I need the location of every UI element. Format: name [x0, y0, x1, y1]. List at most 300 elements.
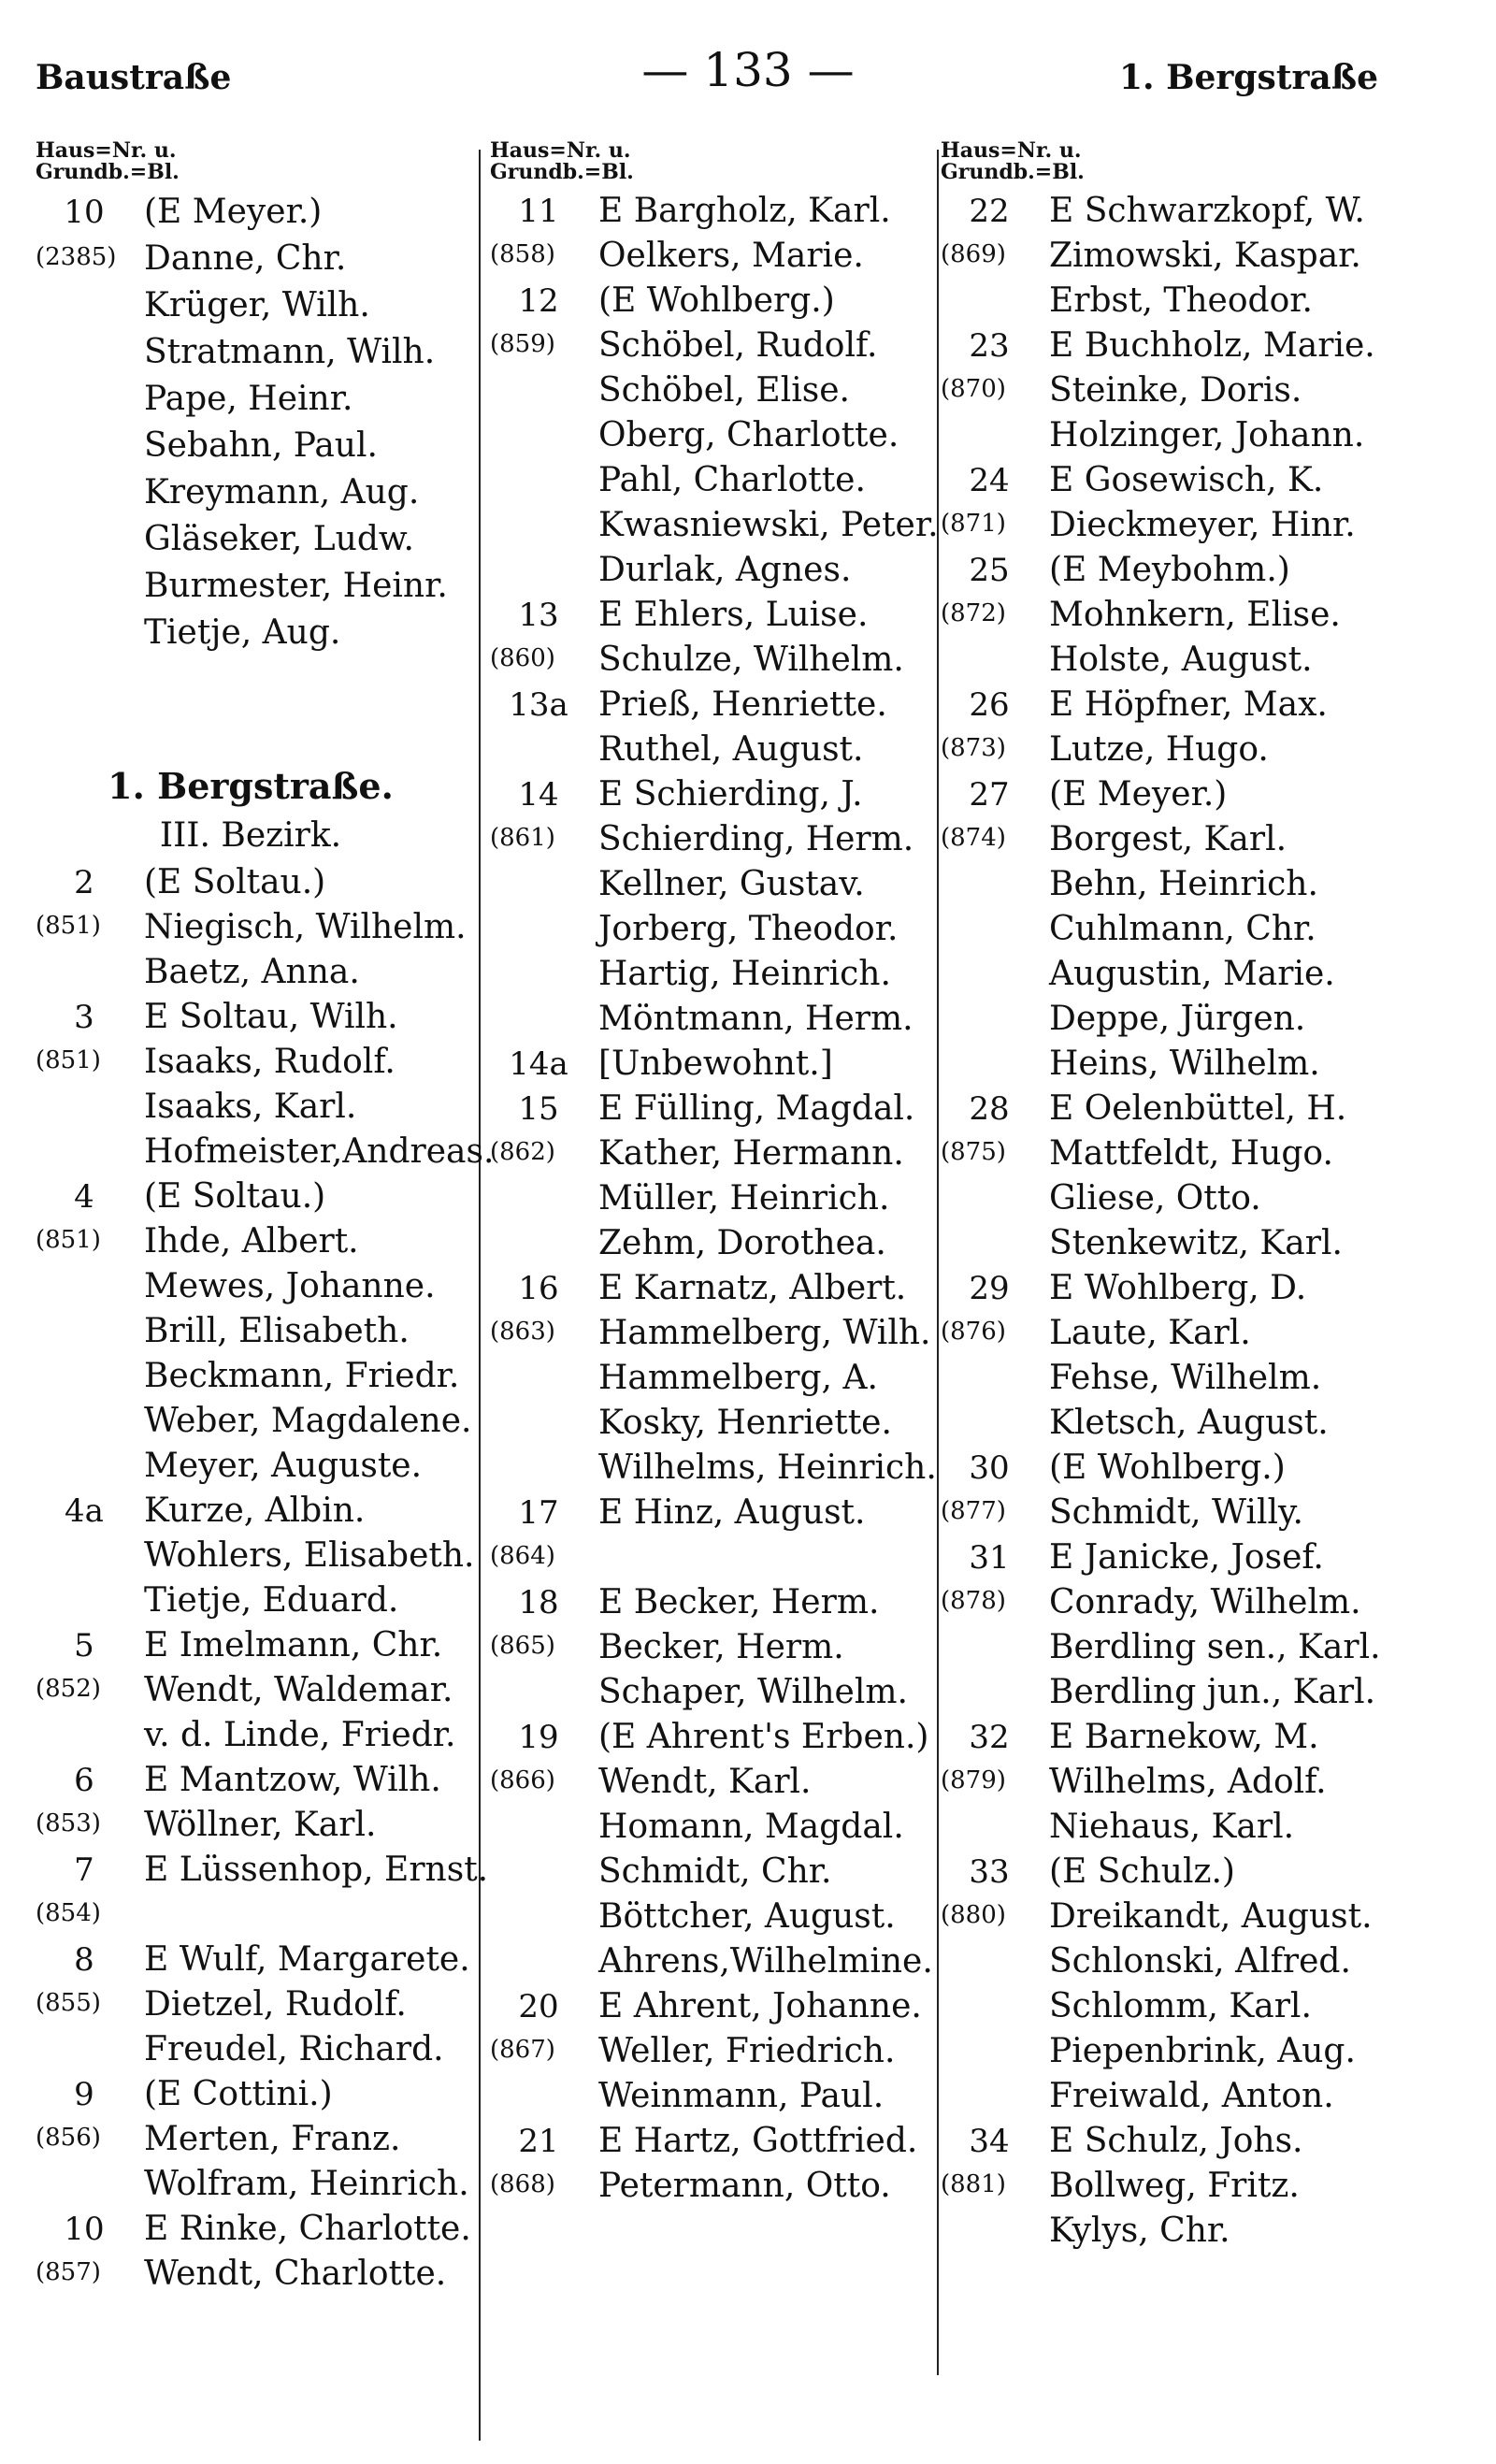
resident-name: (E Soltau.)	[144, 863, 326, 901]
column-3	[941, 140, 1427, 2254]
house-number: (873)	[941, 734, 1006, 762]
house-number: (869)	[941, 240, 1006, 268]
directory-entry	[941, 1356, 1427, 1401]
house-number: 34	[969, 2123, 1010, 2160]
house-number: (860)	[490, 644, 555, 672]
column-header	[490, 140, 954, 183]
resident-name: E Hinz, August.	[598, 1493, 866, 1532]
house-number: 4	[74, 1178, 94, 1216]
resident-name: Mewes, Johanne.	[144, 1267, 436, 1305]
resident-name: Schöbel, Elise.	[598, 371, 850, 410]
directory-entry	[941, 548, 1427, 593]
directory-entry	[941, 1311, 1427, 1356]
resident-name: E Schierding, J.	[598, 775, 863, 814]
resident-name: Becker, Herm.	[598, 1628, 844, 1666]
resident-name: Mohnkern, Elise.	[1049, 596, 1341, 634]
directory-entry	[941, 2029, 1427, 2074]
directory-entry	[941, 1984, 1427, 2029]
directory-entry	[36, 282, 503, 329]
resident-name: Wolfram, Heinrich.	[144, 2165, 469, 2203]
resident-name: Hammelberg, A.	[598, 1359, 878, 1397]
resident-name: E Fülling, Magdal.	[598, 1089, 915, 1128]
directory-entry	[941, 952, 1427, 997]
resident-name: Brill, Elisabeth.	[144, 1312, 410, 1350]
directory-entry	[36, 860, 503, 905]
directory-entry	[36, 1938, 503, 1982]
resident-name: E Karnatz, Albert.	[598, 1269, 907, 1307]
resident-name: Stenkewitz, Karl.	[1049, 1224, 1343, 1262]
directory-entry	[941, 907, 1427, 952]
resident-name: Ruthel, August.	[598, 730, 864, 769]
resident-name: Freiwald, Anton.	[1049, 2077, 1334, 2115]
directory-entry	[490, 548, 954, 593]
directory-entry	[36, 2117, 503, 2162]
house-number: 14	[518, 776, 559, 814]
resident-name: (E Meyer.)	[144, 193, 323, 231]
section-subtitle: III. Bezirk.	[159, 816, 342, 855]
directory-entry	[36, 1444, 503, 1489]
house-number: (854)	[36, 1899, 101, 1927]
resident-name: Weller, Friedrich.	[598, 2032, 896, 2070]
resident-name: Burmester, Heinr.	[144, 567, 448, 605]
column-2	[490, 140, 954, 2209]
house-number: (878)	[941, 1587, 1006, 1615]
house-number: (862)	[490, 1138, 555, 1166]
column-header-line: Grundb.=Bl.	[490, 160, 634, 184]
directory-entry	[36, 423, 503, 469]
directory-entry	[36, 1174, 503, 1219]
resident-name: Weinmann, Paul.	[598, 2077, 885, 2115]
directory-entry	[941, 1850, 1427, 1895]
house-number: 15	[518, 1090, 559, 1128]
directory-entry	[36, 610, 503, 656]
house-number: (868)	[490, 2170, 555, 2198]
column-header-line: Grundb.=Bl.	[941, 160, 1085, 184]
directory-entry	[36, 1085, 503, 1130]
directory-entry	[941, 1895, 1427, 1939]
resident-name: Kwasniewski, Peter.	[598, 506, 939, 544]
resident-name: (E Meyer.)	[1049, 775, 1228, 814]
resident-name: Pape, Heinr.	[144, 380, 353, 418]
resident-name: Dreikandt, August.	[1049, 1897, 1373, 1936]
entry-list	[490, 189, 954, 2209]
directory-entry	[36, 376, 503, 423]
resident-name: Wendt, Karl.	[598, 1763, 812, 1801]
directory-entry	[490, 1491, 954, 1535]
resident-name: Meyer, Auguste.	[144, 1447, 423, 1485]
directory-entry	[490, 458, 954, 503]
directory-entry	[490, 728, 954, 772]
directory-entry	[941, 503, 1427, 548]
directory-entry	[941, 1446, 1427, 1491]
house-number: 31	[969, 1539, 1010, 1577]
directory-entry	[941, 1401, 1427, 1446]
directory-entry	[941, 1131, 1427, 1176]
directory-entry	[490, 1131, 954, 1176]
house-number: 33	[969, 1853, 1010, 1891]
resident-name: Niehaus, Karl.	[1049, 1808, 1295, 1846]
resident-name: (E Schulz.)	[1049, 1852, 1235, 1891]
resident-name: Laute, Karl.	[1049, 1314, 1251, 1352]
directory-entry	[941, 324, 1427, 368]
house-number: 6	[74, 1762, 94, 1799]
directory-entry	[36, 2252, 503, 2297]
resident-name: Merten, Franz.	[144, 2120, 401, 2158]
house-number: (2385)	[36, 243, 117, 271]
house-number: 10	[64, 2211, 105, 2248]
page-number: — 133 —	[641, 43, 855, 97]
resident-name: E Buchholz, Marie.	[1049, 326, 1375, 365]
directory-entry	[490, 683, 954, 728]
resident-name: Schlonski, Alfred.	[1049, 1942, 1351, 1981]
directory-entry	[941, 2209, 1427, 2254]
directory-entry	[941, 593, 1427, 638]
directory-entry	[941, 683, 1427, 728]
resident-name: Schlomm, Karl.	[1049, 1987, 1312, 2025]
resident-name: E Mantzow, Wilh.	[144, 1761, 441, 1799]
directory-entry	[490, 368, 954, 413]
directory-entry	[490, 1939, 954, 1984]
directory-entry	[490, 1984, 954, 2029]
house-number: 19	[518, 1719, 559, 1756]
house-number: (857)	[36, 2258, 101, 2286]
directory-entry	[490, 413, 954, 458]
resident-name: Oelkers, Marie.	[598, 237, 864, 275]
directory-entry	[490, 1670, 954, 1715]
house-number: 22	[969, 193, 1010, 230]
directory-entry	[490, 1580, 954, 1625]
resident-name: Müller, Heinrich.	[598, 1179, 890, 1218]
directory-entry	[36, 905, 503, 950]
column-1	[36, 140, 503, 2297]
running-header-left: Baustraße	[36, 58, 232, 97]
resident-name: Deppe, Jürgen.	[1049, 1000, 1306, 1038]
house-number: (866)	[490, 1766, 555, 1794]
directory-entry	[490, 1760, 954, 1805]
house-number: 30	[969, 1449, 1010, 1487]
directory-entry	[490, 1850, 954, 1895]
resident-name: Kreymann, Aug.	[144, 473, 420, 512]
resident-name: Wöllner, Karl.	[144, 1806, 377, 1844]
house-number: 17	[518, 1494, 559, 1532]
house-number: (863)	[490, 1318, 555, 1346]
column-header	[941, 140, 1427, 183]
house-number: 23	[969, 327, 1010, 365]
directory-entry	[941, 2074, 1427, 2119]
house-number: 28	[969, 1090, 1010, 1128]
resident-name: Kellner, Gustav.	[598, 865, 865, 903]
resident-name: Ahrens,Wilhelmine.	[598, 1942, 933, 1981]
directory-entry	[490, 862, 954, 907]
directory-entry	[941, 1491, 1427, 1535]
directory-entry	[941, 862, 1427, 907]
directory-entry	[941, 2119, 1427, 2164]
directory-entry	[941, 1087, 1427, 1131]
directory-entry	[490, 2164, 954, 2209]
house-number: 20	[518, 1988, 559, 2025]
resident-name: Durlak, Agnes.	[598, 551, 852, 589]
resident-name: Fehse, Wilhelm.	[1049, 1359, 1322, 1397]
resident-name: Kurze, Albin.	[144, 1491, 366, 1530]
directory-entry	[36, 469, 503, 516]
resident-name: Gliese, Otto.	[1049, 1179, 1261, 1218]
directory-entry	[36, 1578, 503, 1623]
directory-entry	[36, 950, 503, 995]
resident-name: Zehm, Dorothea.	[598, 1224, 886, 1262]
directory-entry	[941, 1266, 1427, 1311]
entry-list	[36, 860, 503, 2297]
house-number: (881)	[941, 2170, 1006, 2198]
resident-name: E Hartz, Gottfried.	[598, 2122, 918, 2160]
directory-entry	[941, 728, 1427, 772]
directory-entry	[490, 952, 954, 997]
resident-name: (E Cottini.)	[144, 2075, 333, 2113]
house-number: 10	[64, 194, 105, 231]
directory-entry	[490, 1176, 954, 1221]
house-number: 25	[969, 552, 1010, 589]
resident-name: Freudel, Richard.	[144, 2030, 444, 2068]
resident-name: Prieß, Henriette.	[598, 685, 887, 724]
directory-entry	[941, 234, 1427, 279]
house-number: 11	[518, 193, 559, 230]
resident-name: E Imelmann, Chr.	[144, 1626, 443, 1664]
resident-name: Hartig, Heinrich.	[598, 955, 891, 993]
directory-entry	[36, 563, 503, 610]
directory-entry	[36, 1534, 503, 1578]
directory-entry	[941, 1805, 1427, 1850]
column-header-line: Haus=Nr. u.	[941, 138, 1082, 163]
directory-entry	[490, 1401, 954, 1446]
resident-name: Schaper, Wilhelm.	[598, 1673, 908, 1711]
resident-name: (E Ahrent's Erben.)	[598, 1718, 929, 1756]
house-number: 26	[969, 686, 1010, 724]
resident-name: Holste, August.	[1049, 641, 1313, 679]
resident-name: E Rinke, Charlotte.	[144, 2210, 471, 2248]
house-number: 29	[969, 1270, 1010, 1307]
directory-entry	[36, 1982, 503, 2027]
directory-entry	[941, 413, 1427, 458]
resident-name: (E Meybohm.)	[1049, 551, 1290, 589]
house-number: 2	[74, 864, 94, 901]
resident-name: Schierding, Herm.	[598, 820, 914, 858]
column-header-line: Haus=Nr. u.	[490, 138, 631, 163]
resident-name: Möntmann, Herm.	[598, 1000, 913, 1038]
directory-entry	[941, 1670, 1427, 1715]
resident-name: E Janicke, Josef.	[1049, 1538, 1324, 1577]
directory-entry	[490, 324, 954, 368]
directory-entry	[36, 2207, 503, 2252]
house-number: (875)	[941, 1138, 1006, 1166]
resident-name: Schulze, Wilhelm.	[598, 641, 904, 679]
resident-name: Oberg, Charlotte.	[598, 416, 899, 454]
resident-name: Zimowski, Kaspar.	[1049, 237, 1361, 275]
house-number: (861)	[490, 824, 555, 852]
house-number: (855)	[36, 1989, 101, 2017]
house-number: (880)	[941, 1901, 1006, 1929]
resident-name: Petermann, Otto.	[598, 2167, 891, 2205]
house-number: (877)	[941, 1497, 1006, 1525]
directory-entry	[490, 2074, 954, 2119]
resident-name: Augustin, Marie.	[1049, 955, 1335, 993]
house-number: (874)	[941, 824, 1006, 852]
house-number: (867)	[490, 2036, 555, 2064]
resident-name: E Höpfner, Max.	[1049, 685, 1328, 724]
resident-name: (E Wohlberg.)	[1049, 1448, 1286, 1487]
directory-entry	[490, 1625, 954, 1670]
spacer	[36, 656, 503, 761]
resident-name: E Ahrent, Johanne.	[598, 1987, 922, 2025]
directory-entry	[941, 638, 1427, 683]
column-header-line: Haus=Nr. u.	[36, 138, 177, 163]
house-number: 13a	[509, 686, 568, 724]
directory-entry	[36, 1219, 503, 1264]
directory-entry	[36, 1713, 503, 1758]
house-number: 24	[969, 462, 1010, 499]
directory-entry	[36, 1623, 503, 1668]
directory-entry	[36, 2027, 503, 2072]
resident-name: Hofmeister,Andreas.	[144, 1132, 495, 1171]
resident-name: Conrady, Wilhelm.	[1049, 1583, 1361, 1621]
house-number: 4a	[65, 1492, 104, 1530]
resident-name: Kosky, Henriette.	[598, 1404, 892, 1442]
house-number: 7	[74, 1852, 94, 1889]
house-number: (851)	[36, 1046, 101, 1074]
directory-entry	[490, 1221, 954, 1266]
resident-name: Holzinger, Johann.	[1049, 416, 1365, 454]
resident-name: E Schwarzkopf, W.	[1049, 192, 1365, 230]
resident-name: E Oelenbüttel, H.	[1049, 1089, 1347, 1128]
directory-entry	[941, 1715, 1427, 1760]
resident-name: Dieckmeyer, Hinr.	[1049, 506, 1356, 544]
directory-entry	[941, 1176, 1427, 1221]
resident-name: Wilhelms, Heinrich.	[598, 1448, 937, 1487]
directory-entry	[941, 279, 1427, 324]
resident-name: Schmidt, Willy.	[1049, 1493, 1303, 1532]
running-header-right: 1. Bergstraße	[1118, 58, 1378, 97]
house-number: (851)	[36, 1226, 101, 1254]
column-header	[36, 140, 503, 183]
resident-name: Kather, Hermann.	[598, 1134, 904, 1173]
directory-entry	[490, 1042, 954, 1087]
resident-name: E Ehlers, Luise.	[598, 596, 869, 634]
resident-name: Hammelberg, Wilh.	[598, 1314, 931, 1352]
house-number: 21	[518, 2123, 559, 2160]
directory-entry	[490, 189, 954, 234]
resident-name: Stratmann, Wilh.	[144, 333, 436, 371]
house-number: (870)	[941, 375, 1006, 403]
house-number: 27	[969, 776, 1010, 814]
directory-entry	[36, 1668, 503, 1713]
directory-entry	[490, 907, 954, 952]
resident-name: E Wohlberg, D.	[1049, 1269, 1307, 1307]
entry-list	[941, 189, 1427, 2254]
directory-entry	[36, 1130, 503, 1174]
resident-name: Weber, Magdalene.	[144, 1402, 472, 1440]
resident-name: Cuhlmann, Chr.	[1049, 910, 1316, 948]
resident-name: Lutze, Hugo.	[1049, 730, 1269, 769]
directory-entry	[490, 1446, 954, 1491]
directory-entry	[490, 1087, 954, 1131]
resident-name: Kylys, Chr.	[1049, 2212, 1230, 2250]
directory-entry	[490, 1895, 954, 1939]
resident-name: Berdling jun., Karl.	[1049, 1673, 1376, 1711]
resident-name: Steinke, Doris.	[1049, 371, 1302, 410]
directory-entry	[36, 1893, 503, 1938]
resident-name: (E Wohlberg.)	[598, 281, 835, 320]
directory-entry	[941, 772, 1427, 817]
resident-name: Gläseker, Ludw.	[144, 520, 414, 558]
directory-entry	[490, 1266, 954, 1311]
directory-entry	[490, 593, 954, 638]
resident-name: Wendt, Charlotte.	[144, 2255, 447, 2293]
directory-entry	[36, 1354, 503, 1399]
house-number: (872)	[941, 599, 1006, 627]
resident-name: Böttcher, August.	[598, 1897, 896, 1936]
directory-entry	[941, 2164, 1427, 2209]
resident-name: Wohlers, Elisabeth.	[144, 1536, 475, 1575]
resident-name: Isaaks, Karl.	[144, 1088, 357, 1126]
house-number: 16	[518, 1270, 559, 1307]
directory-entry	[36, 1040, 503, 1085]
directory-entry	[941, 368, 1427, 413]
house-number: 9	[74, 2076, 94, 2113]
house-number: 12	[518, 282, 559, 320]
resident-name: Baetz, Anna.	[144, 953, 360, 991]
resident-name: E Bargholz, Karl.	[598, 192, 891, 230]
directory-entry	[36, 2162, 503, 2207]
resident-name: Pahl, Charlotte.	[598, 461, 866, 499]
directory-entry	[941, 1580, 1427, 1625]
house-number: (853)	[36, 1809, 101, 1837]
directory-entry	[36, 1803, 503, 1848]
directory-entry	[36, 2072, 503, 2117]
directory-entry	[941, 1535, 1427, 1580]
resident-name: Tietje, Eduard.	[144, 1581, 399, 1620]
house-number: 18	[518, 1584, 559, 1621]
resident-name: Borgest, Karl.	[1049, 820, 1287, 858]
resident-name: E Schulz, Johs.	[1049, 2122, 1303, 2160]
house-number: (859)	[490, 330, 555, 358]
house-number: 3	[74, 999, 94, 1036]
resident-name: Bollweg, Fritz.	[1049, 2167, 1300, 2205]
resident-name: Behn, Heinrich.	[1049, 865, 1318, 903]
house-number: (865)	[490, 1632, 555, 1660]
directory-entry	[36, 1489, 503, 1534]
resident-name: E Lüssenhop, Ernst.	[144, 1851, 489, 1889]
resident-name: E Barnekow, M.	[1049, 1718, 1319, 1756]
house-number: 14a	[509, 1045, 568, 1083]
resident-name: Jorberg, Theodor.	[598, 910, 899, 948]
directory-entry	[490, 1805, 954, 1850]
directory-entry	[941, 1760, 1427, 1805]
directory-entry	[490, 817, 954, 862]
resident-name: Piepenbrink, Aug.	[1049, 2032, 1356, 2070]
entry-list	[36, 189, 503, 656]
resident-name: Isaaks, Rudolf.	[144, 1043, 396, 1081]
resident-name: Danne, Chr.	[144, 239, 347, 278]
directory-entry	[941, 997, 1427, 1042]
house-number: (879)	[941, 1766, 1006, 1794]
house-number: 32	[969, 1719, 1010, 1756]
resident-name: Ihde, Albert.	[144, 1222, 359, 1261]
directory-entry	[941, 1221, 1427, 1266]
directory-entry	[490, 2029, 954, 2074]
resident-name: Beckmann, Friedr.	[144, 1357, 460, 1395]
resident-name: E Wulf, Margarete.	[144, 1940, 470, 1979]
directory-entry	[36, 1309, 503, 1354]
resident-name: Kletsch, August.	[1049, 1404, 1329, 1442]
house-number: (856)	[36, 2124, 101, 2152]
